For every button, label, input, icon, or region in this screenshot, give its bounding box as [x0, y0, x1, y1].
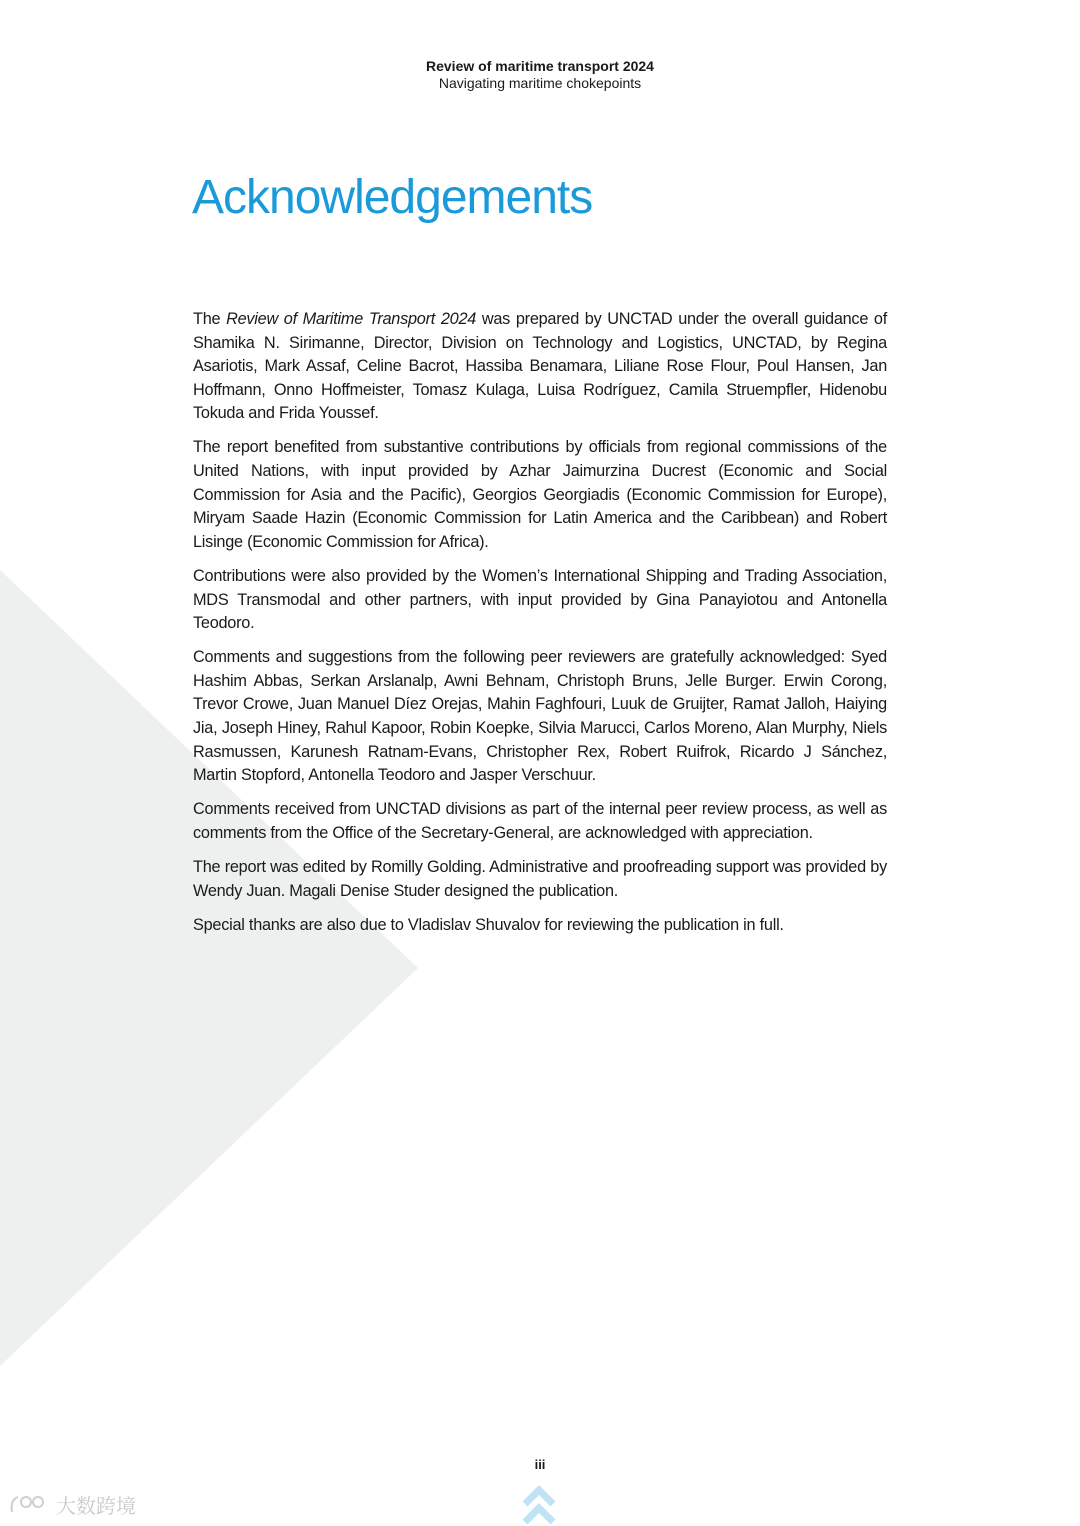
paragraph-contributions: Contributions were also provided by the Women’s International Shipping and Trading Association, MDS Transmodal and other partners, with input provided by Gina Panayiotou and Antonella Teodoro. — [193, 566, 887, 633]
header-subtitle: Navigating maritime chokepoints — [438, 75, 642, 91]
paragraph-special-thanks: Special thanks are also due to Vladislav Shuvalov for reviewing the publication in full. — [193, 915, 784, 934]
paragraph-prepared-by — [193, 308, 887, 426]
acknowledgements-body — [193, 308, 887, 948]
running-header — [0, 58, 1080, 92]
watermark — [8, 1490, 136, 1519]
paragraph-internal-review: Comments received from UNCTAD divisions as part of the internal peer review process, as well as comments from the Office of the Secretary-General, are acknowledged with appreciation. — [193, 800, 887, 842]
page-number: iii — [534, 1457, 546, 1472]
page-title: Acknowledgements — [192, 171, 593, 224]
paragraph-editing: The report was edited by Romilly Golding. Administrative and proofreading support was provided by Wendy Juan. Magali Denise Studer designed the publication. — [193, 857, 887, 900]
header-title: Review of maritime transport 2024 — [426, 58, 654, 74]
report-title-italic: Review of Maritime Transport 2024 — [226, 310, 477, 328]
paragraph-text: was prepared by UNCTAD under the overall guidance of Shamika N. Sirimanne, Director, Division on Technology and Logistics, UNCTAD, by Regina Asariotis, Mark Assaf, Celine Bacrot, Hassiba Benamara, Liliane Rose Flour, Poul Hansen, Jan Hoffmann, Onno Hoffmeister, Tomasz Kulaga, Luisa Rodríguez, Camila Struempfler, Hidenobu Tokuda and Frida Youssef. — [193, 310, 887, 423]
double-chevron-up-icon — [519, 1482, 559, 1526]
watermark-logo-icon — [8, 1492, 50, 1518]
paragraph-text: The — [193, 310, 227, 328]
paragraph-peer-reviewers: Comments and suggestions from the following peer reviewers are gratefully acknowledged: Syed Hashim Abbas, Serkan Arslanalp, Awni Behnam, Christoph Bruns, Jelle Burger. Erwin Corong, Trevor Crowe, Juan Manuel Díez Orejas, Mahin Faghfouri, Luuk de Gruijter, Ramat Jalloh, Haiying Jia, Joseph Hiney, Rahul Kapoor, Robin Koepke, Silvia Marucci, Carlos Moreno, Alan Murphy, Niels Rasmussen, Karunesh Ratnam-Evans, Christopher Rex, Robert Ruifrok, Ricardo J Sánchez, Martin Stopford, Antonella Teodoro and Jasper Verschuur. — [193, 648, 887, 785]
paragraph-regional-commissions: The report benefited from substantive contributions by officials from regional commissions of the United Nations, with input provided by Azhar Jaimurzina Ducrest (Economic and Social Commission for Asia and the Pacific), Georgios Georgiadis (Economic Commission for Europe), Miryam Saade Hazin (Economic Commission for Latin America and the Caribbean) and Robert Lisinge (Economic Commission for Africa). — [193, 438, 887, 551]
watermark-text: 大数跨境 — [56, 1496, 136, 1518]
